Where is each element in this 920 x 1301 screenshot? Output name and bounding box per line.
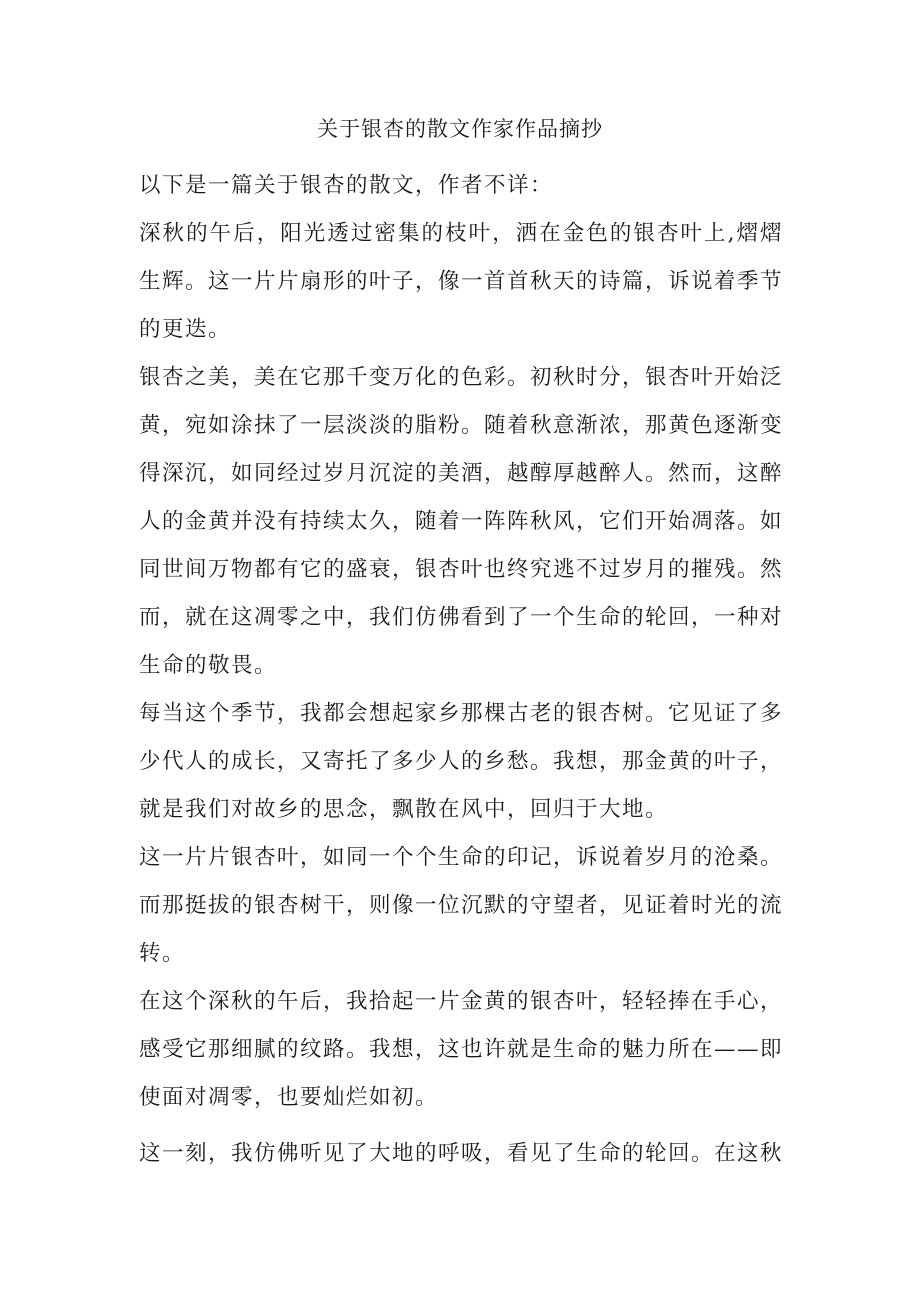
document-body [139, 162, 783, 1178]
paragraph-5: 在这个深秋的午后，我拾起一片金黄的银杏叶，轻轻捧在手心，感受它那细腻的纹路。我想，这也许就是生命的魅力所在——即使面对凋零，也要灿烂如初。 [139, 989, 784, 1110]
paragraph-4: 这一片片银杏叶，如同一个个生命的印记，诉说着岁月的沧桑。而那挺拔的银杏树干，则像一位沉默的守望者，见证着时光的流转。 [139, 845, 784, 966]
paragraph-2: 银杏之美，美在它那千变万化的色彩。初秋时分，银杏叶开始泛黄，宛如涂抹了一层淡淡的脂粉。随着秋意渐浓，那黄色逐渐变得深沉，如同经过岁月沉淀的美酒，越醇厚越醉人。然而，这醉人的金黄并没有持续太久，随着一阵阵秋风，它们开始凋落。如同世间万物都有它的盛衰，银杏叶也终究逃不过岁月的摧残。然而，就在这凋零之中，我们仿佛看到了一个生命的轮回，一种对生命的敬畏。 [139, 365, 784, 678]
paragraph-3: 每当这个季节，我都会想起家乡那棵古老的银杏树。它见证了多少代人的成长，又寄托了多少人的乡愁。我想，那金黄的叶子，就是我们对故乡的思念，飘散在风中，回归于大地。 [139, 701, 784, 822]
paragraph-6: 这一刻，我仿佛听见了大地的呼吸，看见了生命的轮回。在这秋 [139, 1141, 784, 1166]
paragraph-1: 深秋的午后，阳光透过密集的枝叶，洒在金色的银杏叶上,熠熠生辉。这一片片扇形的叶子，像一首首秋天的诗篇，诉说着季节的更迭。 [139, 221, 784, 342]
paragraph-intro: 以下是一篇关于银杏的散文，作者不详： [139, 173, 554, 198]
document-title: 关于银杏的散文作家作品摘抄 [317, 117, 603, 141]
